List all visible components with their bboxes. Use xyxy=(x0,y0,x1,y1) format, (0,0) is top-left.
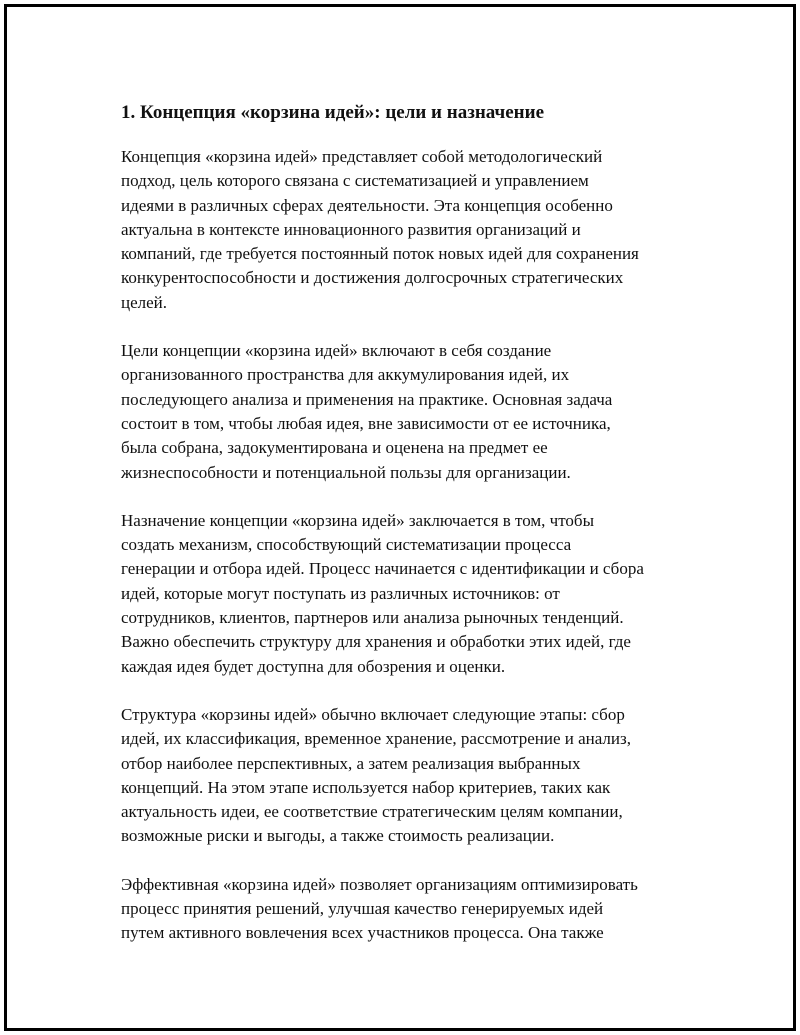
text-line: процесс принятия решений, улучшая качество генерируемых идей xyxy=(121,899,604,919)
text-line: идеями в различных сферах деятельности. Эта концепция особенно xyxy=(121,195,613,215)
paragraph-concept-intro xyxy=(121,145,701,315)
page-frame xyxy=(4,4,796,1031)
text-line: подход, цель которого связана с систематизацией и управлением xyxy=(121,171,589,191)
paragraph-goals xyxy=(121,339,701,485)
text-line: Цели концепции «корзина идей» включают в себя создание xyxy=(121,341,552,361)
text-line: идей, их классификация, временное хранение, рассмотрение и анализ, xyxy=(121,729,631,749)
text-line: генерации и отбора идей. Процесс начинается с идентификации и сбора xyxy=(121,559,644,579)
text-line: была собрана, задокументирована и оценена на предмет ее xyxy=(121,438,548,458)
paragraph-structure xyxy=(121,703,701,849)
text-line: идей, которые могут поступать из различных источников: от xyxy=(121,583,560,603)
text-line: компаний, где требуется постоянный поток новых идей для сохранения xyxy=(121,244,639,264)
section-heading: 1. Концепция «корзина идей»: цели и назначение xyxy=(121,102,545,123)
text-line: Назначение концепции «корзина идей» заключается в том, чтобы xyxy=(121,510,595,530)
text-line: Важно обеспечить структуру для хранения и обработки этих идей, где xyxy=(121,632,631,652)
text-line: актуальность идеи, ее соответствие стратегическим целям компании, xyxy=(121,802,623,822)
paragraph-effectiveness xyxy=(121,873,701,946)
text-line: целей. xyxy=(121,292,168,312)
text-line: путем активного вовлечения всех участников процесса. Она также xyxy=(121,923,604,943)
text-line: концепций. На этом этапе используется набор критериев, таких как xyxy=(121,777,611,797)
text-line: Структура «корзины идей» обычно включает следующие этапы: сбор xyxy=(121,704,625,724)
text-line: организованного пространства для аккумулирования идей, их xyxy=(121,365,570,385)
document-body xyxy=(121,99,701,970)
text-line: создать механизм, способствующий систематизации процесса xyxy=(121,535,572,555)
text-line: сотрудников, клиентов, партнеров или анализа рыночных тенденций. xyxy=(121,608,624,628)
text-line: жизнеспособности и потенциальной пользы для организации. xyxy=(121,462,571,482)
text-line: актуальна в контексте инновационного развития организаций и xyxy=(121,219,581,239)
text-line: состоит в том, чтобы любая идея, вне зависимости от ее источника, xyxy=(121,413,611,433)
paragraph-purpose xyxy=(121,509,701,679)
text-line: Концепция «корзина идей» представляет собой методологический xyxy=(121,147,603,166)
text-line: конкурентоспособности и достижения долгосрочных стратегических xyxy=(121,268,624,288)
text-line: возможные риски и выгоды, а также стоимость реализации. xyxy=(121,826,555,846)
text-line: отбор наиболее перспективных, а затем реализация выбранных xyxy=(121,753,581,773)
text-line: последующего анализа и применения на практике. Основная задача xyxy=(121,389,613,409)
text-line: каждая идея будет доступна для обозрения и оценки. xyxy=(121,656,506,676)
text-line: Эффективная «корзина идей» позволяет организациям оптимизировать xyxy=(121,874,638,894)
